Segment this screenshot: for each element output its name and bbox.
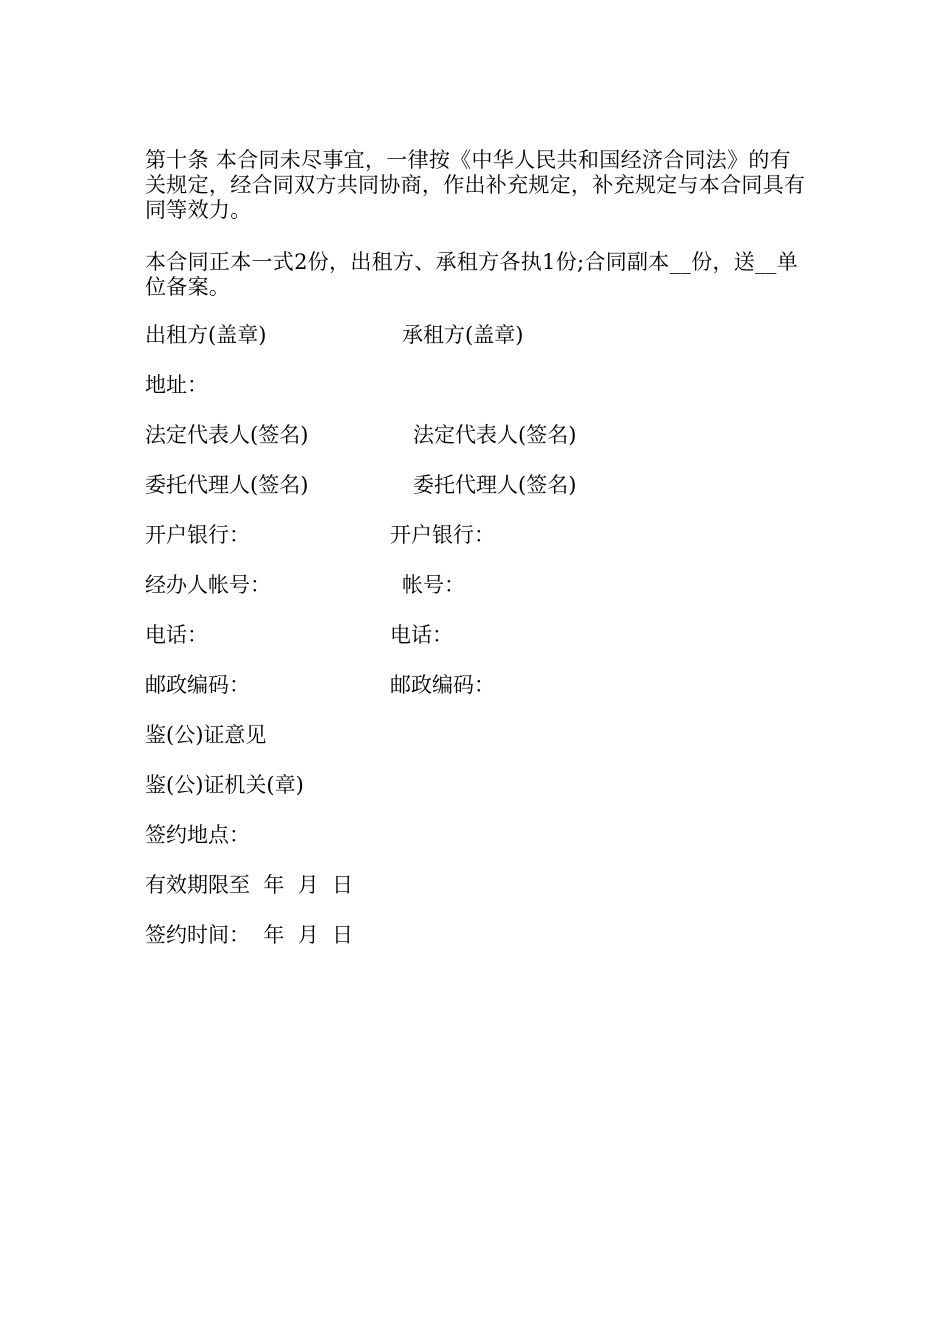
phone-left-label: 电话： <box>145 623 208 647</box>
legal-rep-right-label: 法定代表人(签名) <box>413 423 577 447</box>
agent-right-label: 委托代理人(签名) <box>413 473 577 497</box>
postcode-right-label: 邮政编码： <box>390 673 495 697</box>
valid-until-label: 有效期限至 年 月 日 <box>145 873 354 897</box>
sign-time-label: 签约时间： 年 月 日 <box>145 923 354 947</box>
notary-opinion-label: 鉴(公)证意见 <box>145 723 267 747</box>
bank-left-label: 开户银行： <box>145 523 250 547</box>
sign-place-label: 签约地点： <box>145 823 250 847</box>
agent-left-label: 委托代理人(签名) <box>145 473 309 497</box>
postcode-left-label: 邮政编码： <box>145 673 250 697</box>
account-right-label: 帐号： <box>402 573 465 597</box>
notary-office-label: 鉴(公)证机关(章) <box>145 773 304 797</box>
lessee-seal-label: 承租方(盖章) <box>402 323 524 347</box>
bank-right-label: 开户银行： <box>390 523 495 547</box>
address-label: 地址： <box>145 373 208 397</box>
account-left-label: 经办人帐号： <box>145 573 271 597</box>
copies-paragraph: 本合同正本一式2份，出租方、承租方各执1份;合同副本__份，送__单位备案。 <box>145 250 798 299</box>
article-10-paragraph: 第十条 本合同未尽事宜，一律按《中华人民共和国经济合同法》的有关规定，经合同双方共同协商，作出补充规定，补充规定与本合同具有同等效力。 <box>145 148 806 222</box>
lessor-seal-label: 出租方(盖章) <box>145 323 267 347</box>
legal-rep-left-label: 法定代表人(签名) <box>145 423 309 447</box>
phone-right-label: 电话： <box>390 623 453 647</box>
